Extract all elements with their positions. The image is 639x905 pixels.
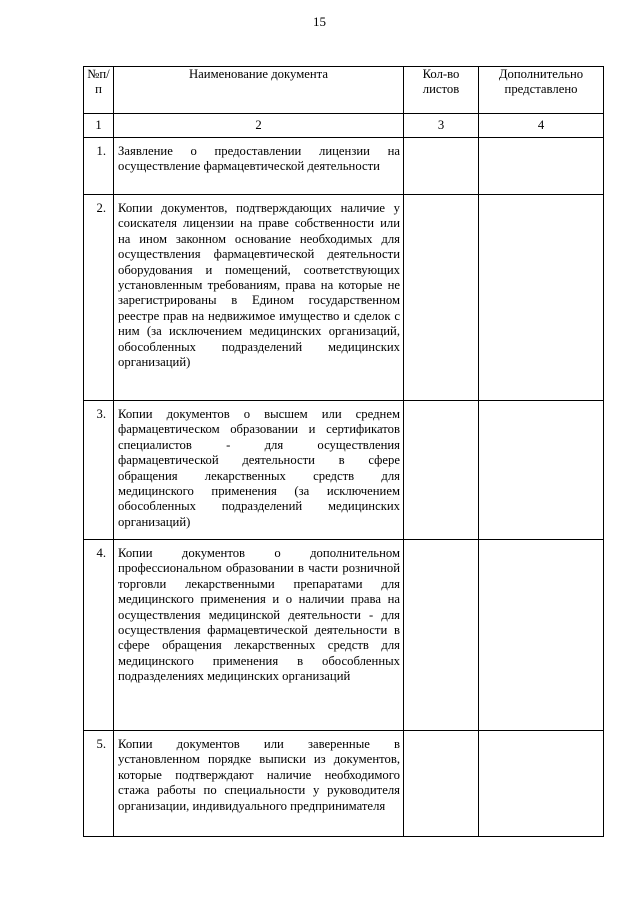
table-row [84,731,604,837]
header-num: №п/п [84,67,114,114]
document-name: Копии документов о высшем или среднем фармацевтическом образовании и сертификатов специалистов - для осуществления фармацевтической деятельности в сфере обращения лекарственных средств для медицинского применения (за исключением обособленных подразделений медицинских организаций) [114,401,404,540]
row-number: 3. [84,401,114,540]
extra-cell[interactable] [479,401,604,540]
count-cell[interactable] [404,195,479,401]
table-header-row [84,67,604,114]
count-cell[interactable] [404,138,479,195]
table-row [84,195,604,401]
count-cell[interactable] [404,401,479,540]
table-row [84,540,604,731]
index-cell: 4 [479,114,604,138]
row-number: 2. [84,195,114,401]
extra-cell[interactable] [479,731,604,837]
page-number: 15 [313,14,326,29]
extra-cell[interactable] [479,540,604,731]
row-number: 1. [84,138,114,195]
header-count: Кол-во листов [404,67,479,114]
document-name: Заявление о предоставлении лицензии на осуществление фармацевтической деятельности [114,138,404,195]
index-cell: 1 [84,114,114,138]
row-number: 4. [84,540,114,731]
table-index-row [84,114,604,138]
documents-table [83,66,604,837]
count-cell[interactable] [404,731,479,837]
header-name: Наименование документа [114,67,404,114]
row-number: 5. [84,731,114,837]
index-cell: 2 [114,114,404,138]
header-extra: Дополнительно представлено [479,67,604,114]
count-cell[interactable] [404,540,479,731]
document-name: Копии документов, подтверждающих наличие у соискателя лицензии на праве собственности или на ином законном основание необходимых для осуществления фармацевтической деятельности оборудования и помещений, соответствующих установленным требованиям, права на которые не зарегистрированы в Едином государственном реестре прав на недвижимое имущество и сделок с ним (за исключением медицинских организаций, обособленных подразделений медицинских организаций) [114,195,404,401]
document-name: Копии документов о дополнительном профессиональном образовании в части розничной торговли лекарственными препаратами для медицинского применения и о наличии права на осуществления медицинской деятельности - для осуществления фармацевтической деятельности в сфере обращения лекарственных средств для медицинского применения в обособленных подразделениях медицинских организаций [114,540,404,731]
table-row [84,401,604,540]
extra-cell[interactable] [479,195,604,401]
table-row [84,138,604,195]
index-cell: 3 [404,114,479,138]
extra-cell[interactable] [479,138,604,195]
document-name: Копии документов или заверенные в установленном порядке выписки из документов, которые подтверждают наличие необходимого стажа работы по специальности у руководителя организации, индивидуального предпринимателя [114,731,404,837]
